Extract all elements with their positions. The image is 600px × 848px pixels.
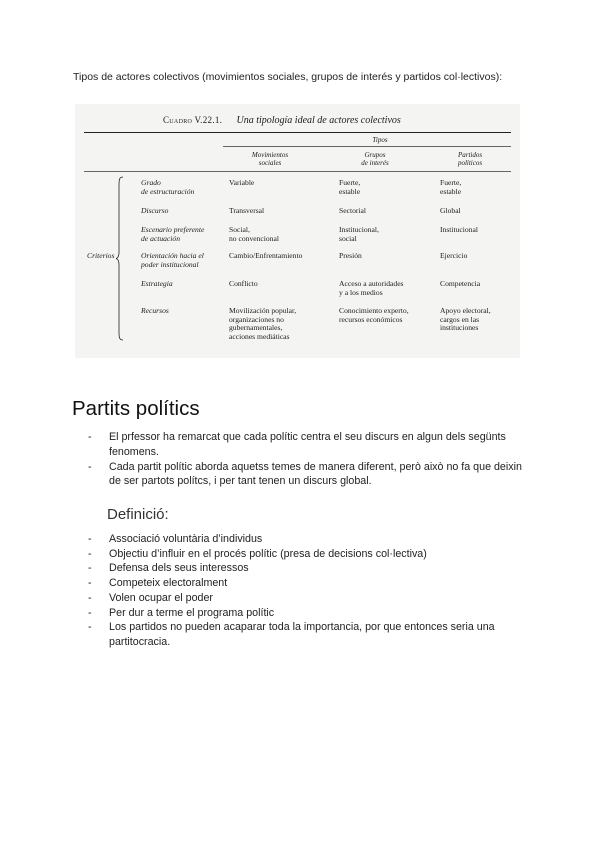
cell-discurso-partidos: Global xyxy=(440,206,461,215)
cell-recursos-movimientos: Movilización popular, organizaciones no gubernamentales, acciones mediáticas xyxy=(229,306,297,341)
cell-orientacion-grupos: Presión xyxy=(339,251,362,260)
tipos-rule xyxy=(223,146,511,147)
cell-discurso-movimientos: Transversal xyxy=(229,206,265,215)
definition-points-list xyxy=(88,532,528,650)
cell-estrategia-grupos: Acceso a autoridades y a los medios xyxy=(339,279,404,297)
criterion-orientacion: Orientación hacia el poder institucional xyxy=(141,251,204,269)
list-item: - Competeix electoralment xyxy=(88,576,528,591)
typology-table-image xyxy=(75,104,520,358)
cell-grado-partidos: Fuerte, estable xyxy=(440,178,462,196)
col-header-partidos: Partidos políticos xyxy=(457,151,483,167)
cell-estrategia-partidos: Competencia xyxy=(440,279,481,288)
tipos-header: Tipos xyxy=(372,136,388,144)
list-item: - Cada partit polític aborda aquetss temes de manera diferent, però això no fa que deixin de ser partots polítcs, i per tant tenen un discurs global. xyxy=(88,460,528,490)
list-item: - Volen ocupar el poder xyxy=(88,591,528,606)
list-item: - Objectiu d’influir en el procés polític (presa de decisions col·lectiva) xyxy=(88,547,528,562)
cell-recursos-partidos: Apoyo electoral, cargos en las instituciones xyxy=(440,306,491,333)
cell-discurso-grupos: Sectorial xyxy=(339,206,366,215)
section-title: Partits polítics xyxy=(72,397,200,420)
list-item: - El prfessor ha remarcat que cada polític centra el seu discurs en algun dels segünts fenomens. xyxy=(88,430,528,460)
col-header-grupos: Grupos de interés xyxy=(361,151,389,167)
criterion-grado: Grado de estructuración xyxy=(141,178,195,196)
list-item: - Per dur a terme el programa polític xyxy=(88,606,528,621)
criteria-label: Criterios xyxy=(87,251,115,260)
criteria-brace-icon xyxy=(116,176,124,341)
col-header-movimientos: Movimientos sociales xyxy=(251,151,289,167)
list-item: - Defensa dels seus interessos xyxy=(88,561,528,576)
subsection-title: Definició: xyxy=(107,506,169,523)
cell-estrategia-movimientos: Conflicto xyxy=(229,279,258,288)
criterion-estrategia: Estrategia xyxy=(141,279,173,288)
list-item: - Los partidos no pueden acaparar toda la importancia, por que entonces seria una partitocracia. xyxy=(88,620,528,649)
list-item: - Associació voluntària d’individus xyxy=(88,532,528,547)
cell-orientacion-partidos: Ejercicio xyxy=(440,251,468,260)
cell-escenario-grupos: Institucional, social xyxy=(339,225,379,243)
cell-grado-movimientos: Variable xyxy=(229,178,255,187)
criterion-recursos: Recursos xyxy=(141,306,169,315)
cell-escenario-partidos: Institucional xyxy=(440,225,478,234)
section-points-list xyxy=(88,430,528,489)
cell-grado-grupos: Fuerte, estable xyxy=(339,178,361,196)
table-caption-title: Una tipología ideal de actores colectivos xyxy=(236,115,401,126)
cell-recursos-grupos: Conocimiento experto, recursos económicos xyxy=(339,306,409,324)
table-top-rule xyxy=(84,132,511,133)
cell-escenario-movimientos: Social, no convencional xyxy=(229,225,279,243)
intro-text: Tipos de actores colectivos (movimientos sociales, grupos de interés y partidos col·lectivos): xyxy=(73,71,503,83)
table-caption xyxy=(163,115,401,126)
cell-orientacion-movimientos: Cambio/Enfrentamiento xyxy=(229,251,303,260)
criterion-escenario: Escenario preferente de actuación xyxy=(141,225,205,243)
header-bottom-rule xyxy=(84,171,511,172)
criterion-discurso: Discurso xyxy=(141,206,169,215)
table-caption-code: Cuadro V.22.1. xyxy=(163,115,223,125)
